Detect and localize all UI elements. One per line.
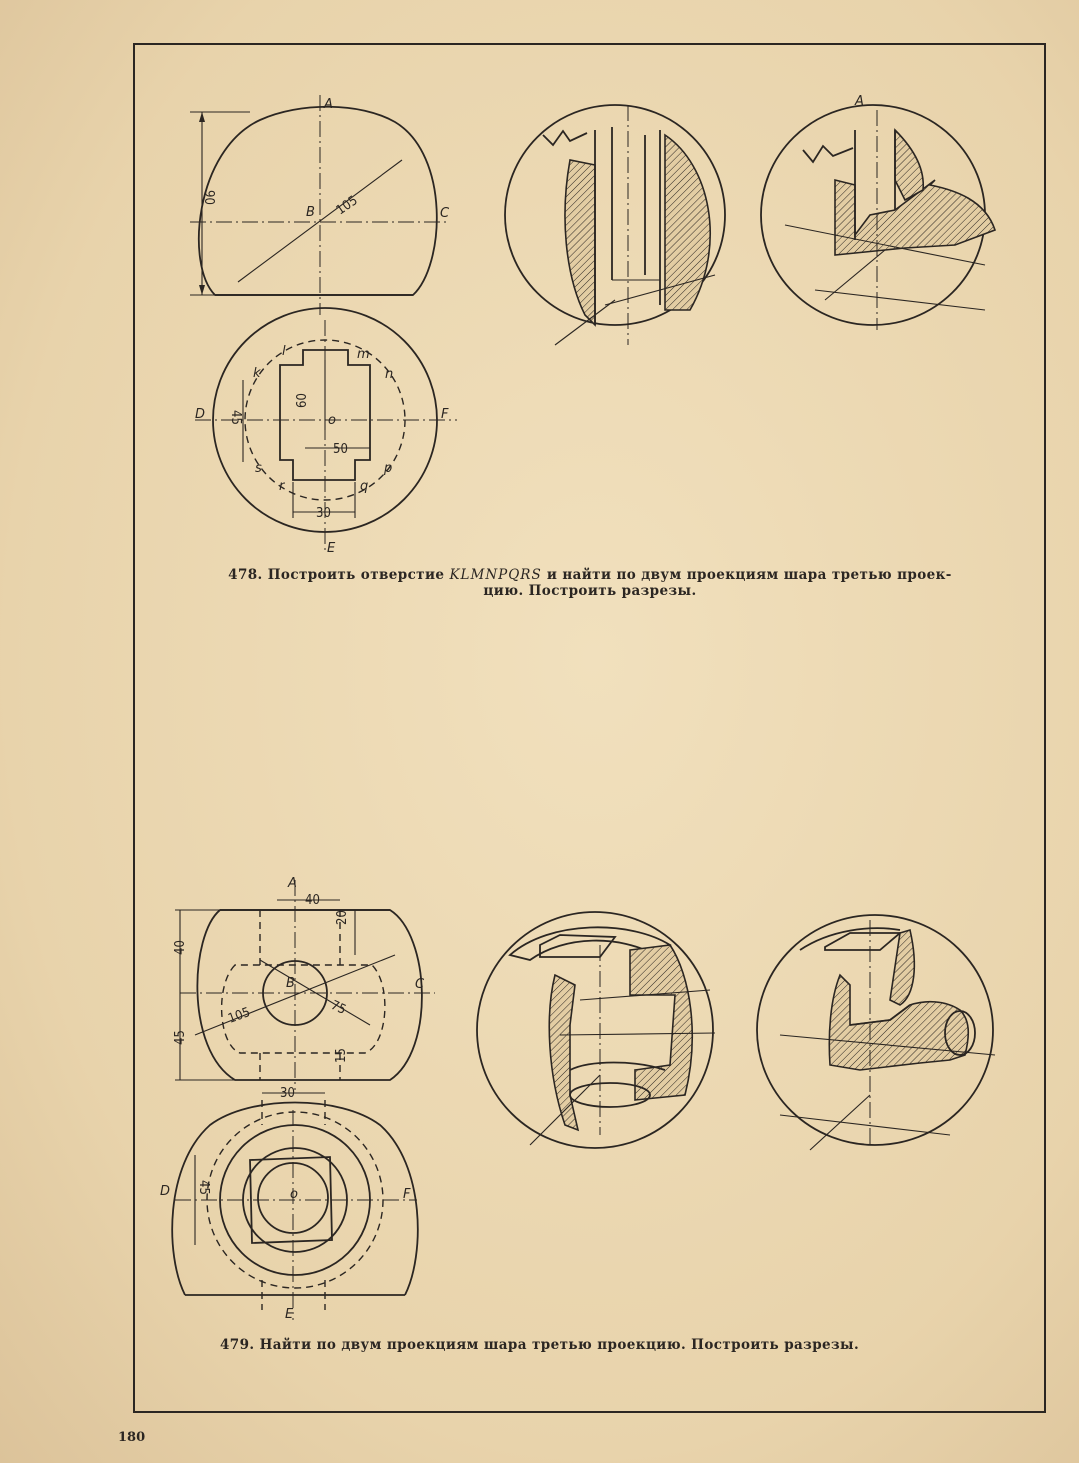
p478-label-C: C — [440, 206, 450, 221]
p478-front-view — [180, 90, 470, 315]
p479-top-view — [155, 1080, 445, 1320]
p478-caption-part2: и найти по двум проекциям шара третью проек- — [546, 567, 952, 583]
p479-iso-section-1 — [470, 905, 725, 1170]
p478-dim-105: 105 — [333, 193, 361, 219]
p478-label-k: k — [253, 366, 261, 381]
p478-label-E: E — [327, 541, 336, 556]
p479-caption-text: Найти по двум проекциям шара третью проекцию. Построить разрезы. — [259, 1337, 860, 1353]
p479-label-A: A — [288, 876, 297, 891]
p478-label-r: r — [279, 479, 285, 494]
p479-dim-45: 45 — [173, 1030, 188, 1045]
p478-label-D: D — [195, 407, 206, 422]
p479-dim-45-top: 45 — [196, 1180, 211, 1195]
p479-label-C: C — [415, 977, 425, 992]
p479-dim-30: 30 — [280, 1086, 295, 1101]
p479-label-D: D — [160, 1184, 171, 1199]
p478-iso-section-2 — [755, 90, 1000, 345]
p479-label-F: F — [403, 1187, 411, 1202]
p479-dim-40-left: 40 — [173, 940, 188, 955]
p479-number: 479. — [220, 1337, 255, 1353]
p478-label-s: s — [255, 461, 262, 476]
p479-dim-40-top: 40 — [305, 893, 320, 908]
p478-dim-60: 60 — [295, 393, 310, 408]
p479-dim-20: 20 — [335, 910, 350, 925]
p478-label-B: B — [306, 205, 315, 220]
p478-number: 478. — [228, 567, 263, 583]
p479-dim-75: 75 — [328, 998, 349, 1018]
p479-front-view — [160, 875, 450, 1090]
p478-label-q: q — [360, 479, 369, 494]
p478-iso-section-1 — [495, 105, 740, 355]
p478-iso-label-A: A — [855, 94, 864, 109]
p478-dim-30: 30 — [316, 506, 331, 521]
p479-label-E: E — [285, 1307, 294, 1322]
p478-label-l: l — [282, 344, 286, 359]
p478-label-A: A — [324, 97, 333, 112]
p478-dim-50: 50 — [333, 442, 348, 457]
p478-label-F: F — [441, 407, 449, 422]
p478-dim-90: 90 — [201, 190, 216, 205]
p478-caption-letters: KLMNPQRS — [449, 567, 542, 583]
p478-top-view — [185, 320, 465, 555]
p478-label-p: p — [384, 461, 393, 476]
p478-caption-line2: цию. Построить разрезы. — [483, 583, 697, 599]
p478-caption — [190, 567, 990, 599]
p479-dim-15: 15 — [334, 1048, 349, 1063]
p478-dim-45: 45 — [228, 410, 243, 425]
p479-label-o: o — [290, 1187, 298, 1202]
p479-dim-105: 105 — [226, 1005, 253, 1027]
p479-caption — [220, 1337, 960, 1353]
p478-label-o: o — [328, 413, 336, 428]
page-number: 180 — [118, 1430, 146, 1445]
p478-caption-part1: Построить отверстие — [267, 567, 445, 583]
p478-label-m: m — [357, 347, 370, 362]
p478-label-n: n — [385, 367, 394, 382]
p479-iso-section-2 — [750, 905, 1005, 1165]
p479-label-B: B — [286, 976, 295, 991]
